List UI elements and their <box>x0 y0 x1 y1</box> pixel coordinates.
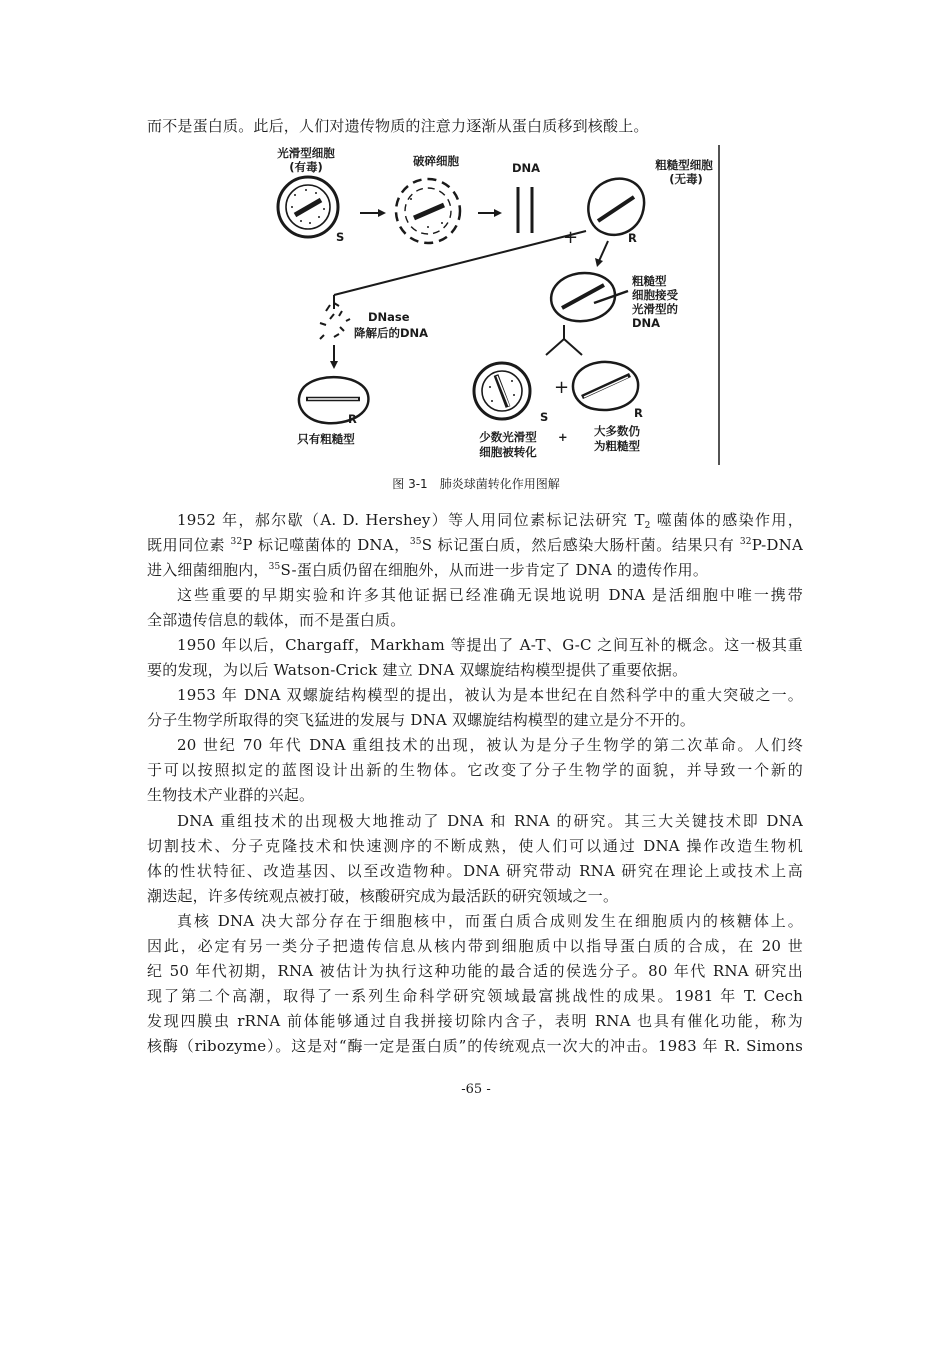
rough-cell-icon <box>588 179 644 235</box>
arrow-icon <box>595 241 608 267</box>
rough-nontoxic-label: (无毒) <box>669 172 703 186</box>
paragraph-line: 核酶（ribozyme）。这是对“酶一定是蛋白质”的传统观点一次大的冲击。1983 年 R. Simons <box>147 1037 803 1055</box>
most-rough-line1: 大多数仍 <box>594 424 640 438</box>
rough-cell-icon <box>299 377 368 423</box>
paragraph-line: 切割技术、分子克隆技术和快速测序的不断成熟，使人们可以通过 DNA 操作改造生物机 <box>147 837 803 855</box>
arrow-icon <box>360 209 386 217</box>
paragraph-line: 纪 50 年代初期，RNA 被估计为执行这种功能的最合适的侯选分子。80 年代 RNA 研究出 <box>147 962 803 980</box>
paragraph-line: 真核 DNA 决大部分存在于细胞核中，而蛋白质合成则发生在细胞质内的核糖体上。 <box>177 912 803 930</box>
transformation-figure <box>268 143 724 468</box>
figure-caption: 图 3-1 肺炎球菌转化作用图解 <box>392 477 560 491</box>
split-arrow-icon <box>546 325 582 355</box>
paragraph-line: DNA 重组技术的出现极大地推动了 DNA 和 RNA 的研究。其三大关键技术即 DNA <box>177 812 803 830</box>
rough-accept-line2: 细胞接受 <box>632 288 678 302</box>
arrow-icon <box>478 209 502 217</box>
rough-cell-label: 粗糙型细胞 <box>655 158 713 172</box>
rough-accept-line3: 光滑型的 <box>632 302 678 316</box>
plus-icon: + <box>563 227 579 248</box>
r-label: R <box>348 412 357 426</box>
rough-cell-icon <box>573 362 638 410</box>
s-label: S <box>336 230 345 244</box>
paragraph-line: 20 世纪 70 年代 DNA 重组技术的出现，被认为是分子生物学的第二次革命。人们终 <box>177 736 803 754</box>
degraded-dna-label: 降解后的DNA <box>354 326 429 340</box>
page-number: -65 - <box>461 1082 491 1097</box>
intro-line: 而不是蛋白质。此后，人们对遗传物质的注意力逐渐从蛋白质移到核酸上。 <box>147 117 649 135</box>
only-rough-label: 只有粗糙型 <box>297 432 355 446</box>
paragraph-line: 1953 年 DNA 双螺旋结构模型的提出，被认为是本世纪在自然科学中的重大突破之一。 <box>177 686 803 704</box>
receiving-cell-icon <box>551 273 628 321</box>
smooth-toxic-label: (有毒) <box>289 160 323 174</box>
paragraph-line: 因此，必定有另一类分子把遗传信息从核内带到细胞质中以指导蛋白质的合成，在 20 世 <box>147 937 803 955</box>
plus-icon: + <box>554 377 570 398</box>
few-smooth-line2: 细胞被转化 <box>479 445 537 459</box>
transformed-smooth-cell-icon <box>474 363 530 419</box>
paragraph-line: 全部遗传信息的载体，而不是蛋白质。 <box>147 611 406 629</box>
paragraph-line: 发现四膜虫 rRNA 前体能够通过自我拼接切除内含子，表明 RNA 也具有催化功能，称为 <box>147 1012 803 1030</box>
dnase-label: DNase <box>368 310 410 324</box>
paragraph-line: 要的发现，为以后 Watson-Crick 建立 DNA 双螺旋结构模型提供了重要依据。 <box>147 661 688 679</box>
paragraph-line: 这些重要的早期实验和许多其他证据已经准确无误地说明 DNA 是活细胞中唯一携带 <box>177 586 803 604</box>
most-rough-line2: 为粗糙型 <box>594 439 640 453</box>
paragraph-line: 1950 年以后，Chargaff，Markham 等提出了 A-T、G-C 之间互补的概念。这一极其重 <box>177 636 803 654</box>
broken-cell-icon <box>396 179 460 243</box>
paragraph-line: 于可以按照拟定的蓝图设计出新的生物体。它改变了分子生物学的面貌，并导致一个新的 <box>147 761 803 779</box>
paragraph-line: 进入细菌细胞内，$^{35}$S-蛋白质仍留在细胞外，从而进一步肯定了 DNA 的遗传作用。 <box>147 561 709 579</box>
dna-icon <box>518 187 532 233</box>
paragraph-line: 既用同位素 $^{32}$P 标记噬菌体的 DNA，$^{35}$S 标记蛋白质，然后感染大肠杆菌。结果只有 $^{32}$P-DNA <box>147 536 804 554</box>
paragraph-line: 现了第二个高潮，取得了一系列生命科学研究领域最富挑战性的成果。1981 年 T. Cech <box>147 987 803 1005</box>
paragraph-line: 生物技术产业群的兴起。 <box>147 786 315 804</box>
rough-accept-line4: DNA <box>632 316 661 330</box>
few-smooth-line1: 少数光滑型 <box>479 430 537 444</box>
arrow-icon <box>330 345 338 369</box>
dna-label: DNA <box>511 161 541 175</box>
paragraph-line: 体的性状特征、改造基因、以至改造物种。DNA 研究带动 RNA 研究在理论上或技术上高 <box>147 862 803 880</box>
paragraph-line: 潮迭起，许多传统观点被打破，核酸研究成为最活跃的研究领域之一。 <box>147 887 619 905</box>
paragraph-line: 1952 年，郝尔歇（A. D. Hershey）等人用同位素标记法研究 $T_2$ 噬菌体的感染作用， <box>177 511 803 531</box>
plus-icon: + <box>558 430 568 444</box>
s-label: S <box>540 410 549 424</box>
rough-accept-line1: 粗糙型 <box>632 274 667 288</box>
paragraph-line: 分子生物学所取得的突飞猛进的发展与 DNA 双螺旋结构模型的建立是分不开的。 <box>147 711 696 729</box>
r-label: R <box>634 406 643 420</box>
broken-cell-label: 破碎细胞 <box>413 154 459 168</box>
r-label: R <box>628 231 637 245</box>
smooth-cell-icon <box>278 177 338 237</box>
smooth-cell-label: 光滑型细胞 <box>277 146 335 160</box>
